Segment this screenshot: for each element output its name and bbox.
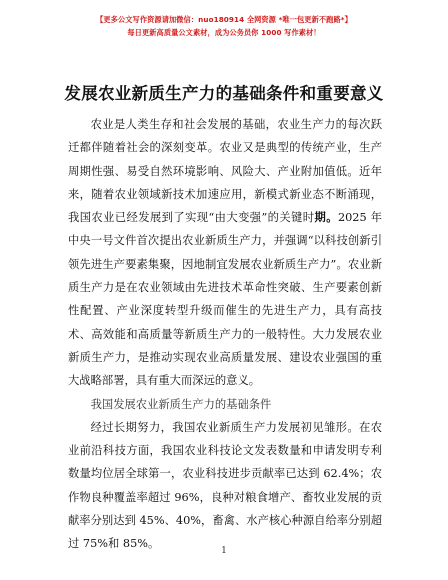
paragraph-intro-text-1: 农业是人类生存和社会发展的基础，农业生产力的每次跃迁都伴随着社会的深刻变革。农业又是典型的传统产业，生产周期性强、易受自然环境影响、风险大、产业附加值低。近年来，随着农业领域新技术加速应用，新模式新业态不断涌现，我国农业已经发展到了实现“由大变强”的关键时 [68, 118, 382, 225]
promo-banner [0, 13, 448, 39]
banner-line-2: 每日更新高质量公文素材，成为公务员你 1000 写作素材！ [127, 28, 321, 37]
paragraph-intro-text-2: 2025 年中央一号文件首次提出农业新质生产力，并强调“以科技创新引领先进生产要素集聚，因地制宜发展农业新质生产力”。农业新质生产力是在农业领域由先进技术革命性突破、生产要素创新性配置、产业深度转型升级而催生的先进生产力，具有高技术、高效能和高质量等新质生产力的一般特性。大力发展农业新质生产力，是推动实现农业高质量发展、建设农业强国的重大战略部署，具有重大而深远的意义。 [68, 211, 382, 388]
banner-line-1: 【更多公文写作资源请加微信：nuo180914 全网资源 *唯一包更新不跑路*】 [96, 15, 352, 24]
paragraph-foundations: 经过长期努力，我国农业新质生产力发展初见雏形。在农业前沿科技方面，我国农业科技论文发表数量和申请发明专利数量均位居全球第一，农业科技进步贡献率已达到 62.4%；农作物良种覆盖率超过 96%，良种对粮食增产、畜牧业发展的贡献率分别达到 45%、40%，畜禽、水产核心种源自给率分别超过 75%和 85%。 [68, 420, 382, 551]
section-heading: 我国发展农业新质生产力的基础条件 [90, 397, 272, 411]
document-title: 发展农业新质生产力的基础条件和重要意义 [64, 84, 384, 103]
document-body [68, 113, 382, 556]
paragraph-intro-bold: 期。 [314, 210, 338, 225]
paragraph-intro [68, 113, 382, 393]
page-number: 1 [221, 546, 227, 556]
